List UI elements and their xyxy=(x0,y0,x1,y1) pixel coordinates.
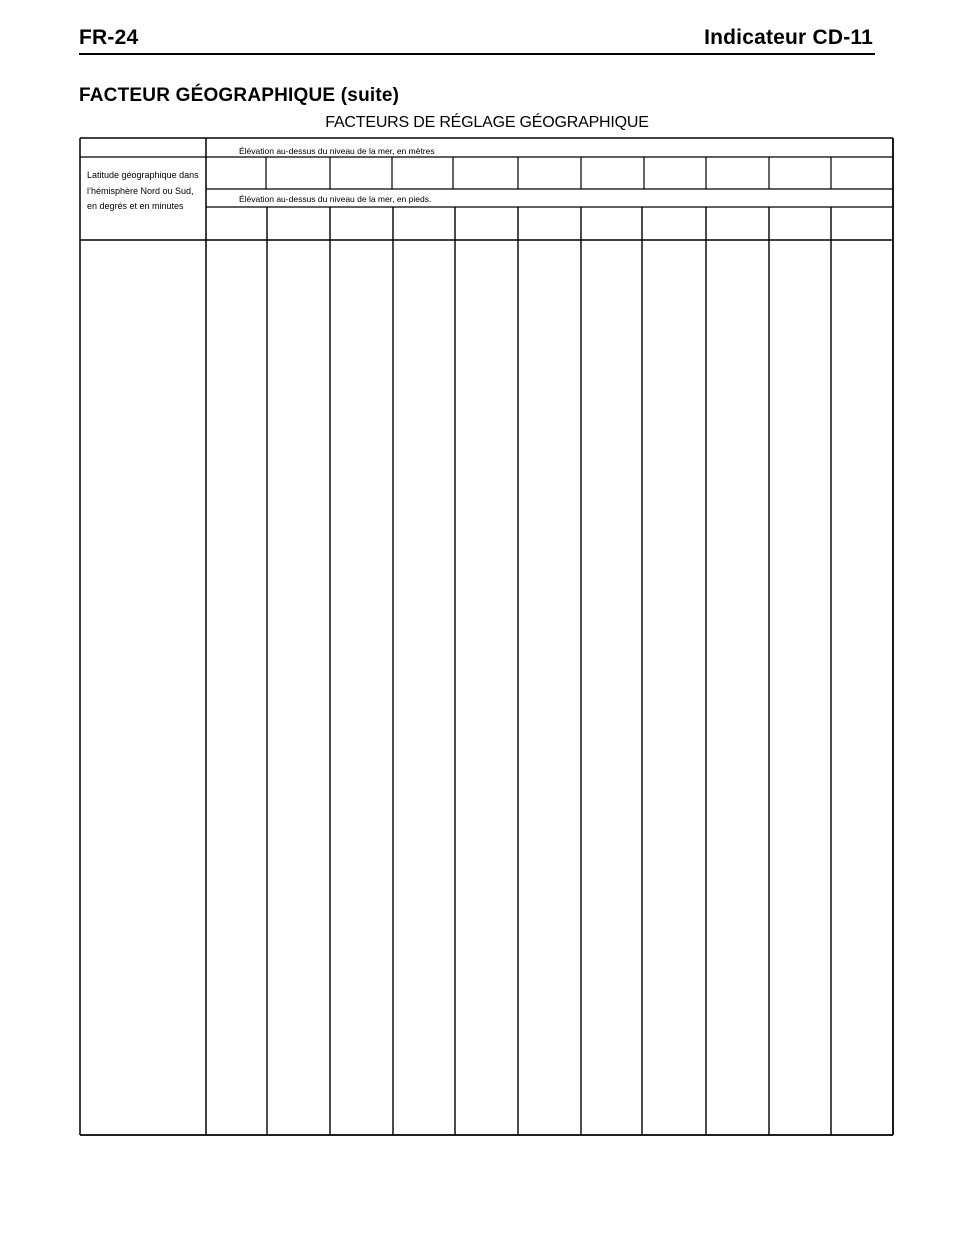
table-title: FACTEURS DE RÉGLAGE GÉOGRAPHIQUE xyxy=(325,114,649,131)
latitude-row-header: Latitude géographique dans l’hémisphère Nord ou Sud, en degrés et en minutes xyxy=(87,170,199,211)
product-name: Indicateur CD-11 xyxy=(704,26,873,49)
elevation-feet-label: Élévation au-dessus du niveau de la mer, en pieds. xyxy=(239,194,432,204)
section-title: FACTEUR GÉOGRAPHIQUE (suite) xyxy=(79,85,400,106)
elevation-meters-label: Élévation au-dessus du niveau de la mer, en mètres xyxy=(239,146,435,156)
page-number: FR-24 xyxy=(79,26,139,49)
